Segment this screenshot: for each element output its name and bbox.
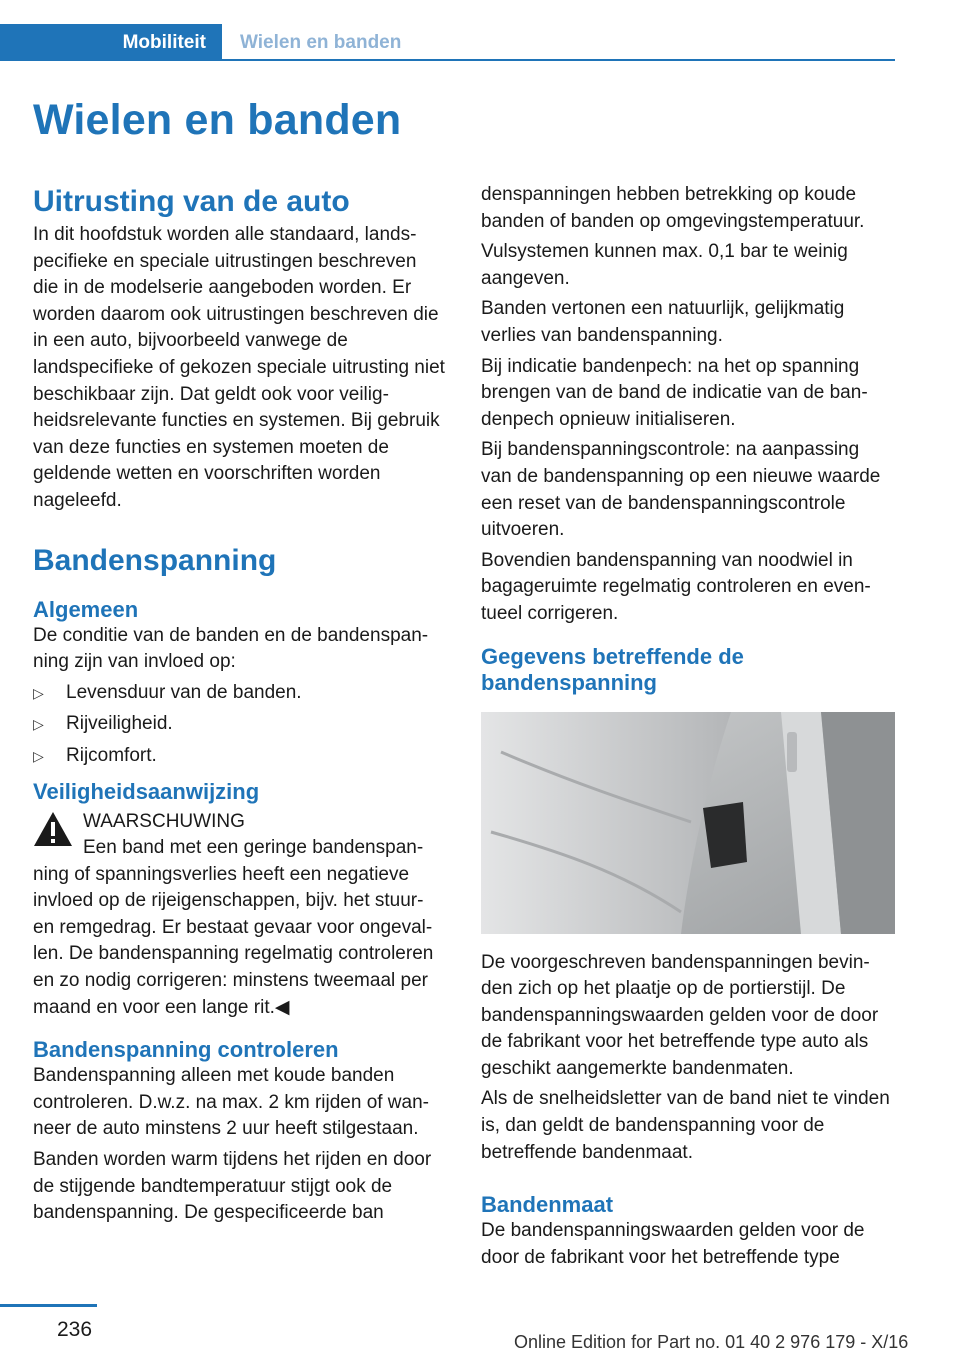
- heading-equipment: Uitrusting van de auto: [33, 185, 350, 218]
- triangle-bullet-icon: ▷: [33, 747, 44, 764]
- header-tabbar: [0, 24, 895, 62]
- tab-mobiliteit[interactable]: Mobiliteit: [0, 24, 222, 61]
- paragraph-check-1: Bandenspanning alleen met koude banden controleren. D.w.z. na max. 2 km rijden of wanneer de auto minstens 2 uur heeft stilgestaan.: [33, 1065, 429, 1140]
- paragraph-speed: Als de snelheidsletter van de band niet te vinden is, dan geldt de bandenspanning voor de betreffende bandenmaat.: [481, 1088, 890, 1163]
- footer-divider: [0, 1304, 97, 1307]
- left-column: [33, 182, 446, 1227]
- paragraph-pump: Vulsystemen kunnen max. 0,1 bar te weinig aangeven.: [481, 241, 848, 289]
- paragraph-size: De bandenspanningswaarden gelden voor de door de fabrikant voor het betreffende type: [481, 1220, 865, 1268]
- heading-controleren: Bandenspanning controleren: [33, 1037, 339, 1063]
- paragraph-spare: Bovendien bandenspanning van noodwiel in bagageruimte regelmatig controleren en eventueel corrigeren.: [481, 549, 871, 624]
- warning-label: WAARSCHUWING: [83, 810, 245, 832]
- heading-bandenmaat: Bandenmaat: [481, 1192, 614, 1218]
- warning-triangle-icon: [33, 811, 73, 847]
- heading-gegevens: Gegevens betreffende de bandenspanning: [481, 643, 744, 695]
- paragraph-loss: Banden vertonen een natuurlijk, gelijkmatig verlies van bandenspanning.: [481, 298, 845, 346]
- paragraph-equipment: In dit hoofdstuk worden alle standaard, landspecifieke en speciale uitrustingen beschreven die in de modelserie aangeboden worden. Er worden daarom ook uitrustingen beschreven die in een auto, bijvoorbeeld vanwege de landspecifieke of gekozen speciale uitrusting niet beschikbaar zijn. Dat geldt ook voor veiligheidsrelevante functies en systemen. Bij gebruik van deze functies en systemen moeten de geldende wetten en voorschriften worden nageleefd.: [33, 224, 445, 511]
- heading-algemeen: Algemeen: [33, 596, 139, 622]
- triangle-bullet-icon: ▷: [33, 716, 44, 733]
- paragraph-plate: De voorgeschreven bandenspanningen bevinden zich op het plaatje op de portierstijl. De bandenspanningswaarden gelden voor de door de fabrikant voor het betreffende type auto als geschikt aangemerkte bandenmaten.: [481, 951, 879, 1079]
- list-item: ▷ Rijveiligheid.: [33, 711, 446, 738]
- header-divider: [0, 59, 895, 61]
- edition-note: Online Edition for Part no. 01 40 2 976 179 - X/16: [514, 1332, 909, 1352]
- list-item: ▷ Rijcomfort.: [33, 743, 446, 770]
- paragraph-puncture: Bij indicatie bandenpech: na het op spanning brengen van de band de indicatie van de bandenpech opnieuw initialiseren.: [481, 355, 868, 430]
- tab-wielen-en-banden[interactable]: Wielen en banden: [240, 31, 402, 53]
- paragraph-control: Bij bandenspanningscontrole: na aanpassing van de bandenspanning op een nieuwe waarde een reset van de bandenspanningscontrole uitvoeren.: [481, 439, 881, 541]
- bullet-list: [33, 680, 446, 770]
- warning-block: [33, 809, 446, 836]
- heading-bandenspanning: Bandenspanning: [33, 543, 277, 577]
- warning-text: Een band met een geringe bandenspanning of spanningsverlies heeft een negatieve invloed op de rijeigenschappen, bijv. het stuur- en remgedrag. Er bestaat gevaar voor ongevallen. De bandenspanning regelmatig controleren en zo nodig corrigeren: minstens tweemaal per maand en voor een lange rit.◀: [33, 837, 434, 1018]
- right-column: [481, 182, 894, 1271]
- chapter-title: Wielen en banden: [33, 96, 402, 144]
- triangle-bullet-icon: ▷: [33, 684, 44, 701]
- heading-veiligheid: Veiligheidsaanwijzing: [33, 778, 260, 804]
- list-item: ▷ Levensduur van de banden.: [33, 680, 446, 707]
- door-pillar-photo: [481, 712, 895, 934]
- paragraph-continued: denspanningen hebben betrekking op koude banden of banden op omgevingstemperatuur.: [481, 184, 865, 232]
- paragraph-check-2: Banden worden warm tijdens het rijden en door de stijgende bandtemperatuur stijgt ook de bandenspanning. De gespecificeerde ban: [33, 1149, 432, 1224]
- paragraph-algemeen: De conditie van de banden en de bandenspanning zijn van invloed op:: [33, 624, 429, 673]
- page-number: 236: [57, 1318, 93, 1341]
